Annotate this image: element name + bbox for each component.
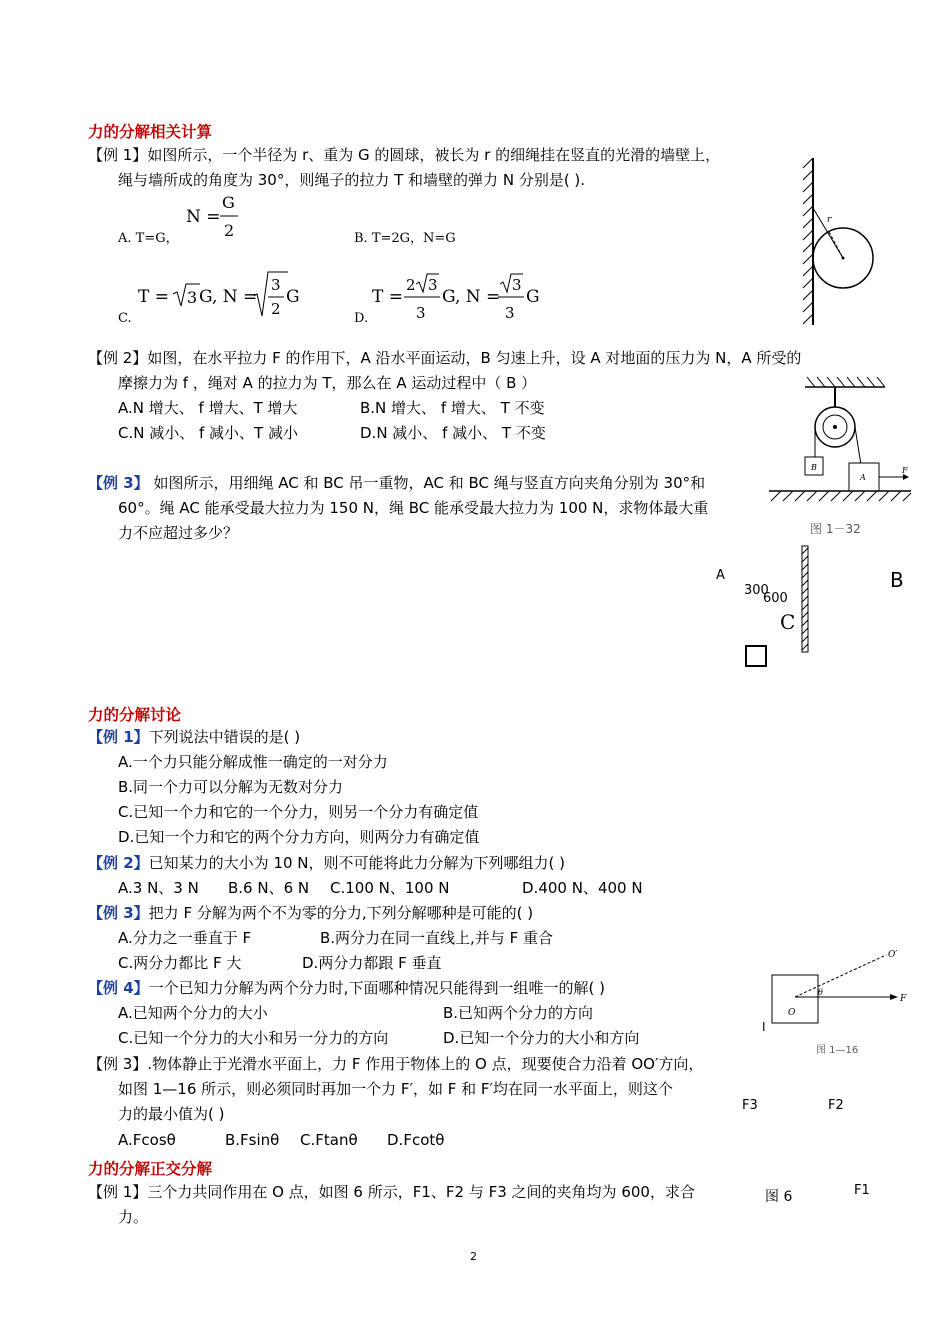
fig-ac-angle-300: 300 xyxy=(744,583,769,598)
s2-ex4-optD: D.已知一个分力的大小和方向 xyxy=(443,1029,640,1047)
svg-text:2: 2 xyxy=(406,276,416,294)
pulley-caption: 图 1－32 xyxy=(810,522,861,536)
s2-ex3-optB: B.两分力在同一直线上,并与 F 重合 xyxy=(320,929,553,947)
svg-text:3: 3 xyxy=(271,276,281,294)
svg-text:G: G xyxy=(526,287,540,307)
s2-ex3-line xyxy=(88,903,533,923)
section-title-calc: 力的分解相关计算 xyxy=(88,123,213,141)
ex2-line2: 摩擦力为 f ，绳对 A 的拉力为 T，那么在 A 运动过程中（ B ） xyxy=(118,374,537,392)
pulley-label-B: B xyxy=(811,463,817,472)
s2-ex3-optD: D.两分力都跟 F 垂直 xyxy=(302,954,442,972)
s2-ex3-optC: C.两分力都比 F 大 xyxy=(118,954,242,972)
svg-text:r: r xyxy=(827,215,832,225)
fig6-F2: F2 xyxy=(828,1098,844,1113)
ex3-label: 【例 3】 xyxy=(88,474,149,492)
s2-ex5-line3: 力的最小值为( ) xyxy=(118,1105,225,1123)
s2-ex5-optB: B.Fsinθ xyxy=(225,1131,280,1149)
ex1-optA: A. T=G， xyxy=(118,231,179,246)
ex3-line3: 力不应超过多少？ xyxy=(118,524,239,542)
s3-ex1-text1: 三个力共同作用在 O 点，如图 6 所示，F1、F2 与 F3 之间的夹角均为 600，求合 xyxy=(147,1183,695,1201)
ex1-line1 xyxy=(88,145,720,165)
svg-text:G, N =: G, N = xyxy=(199,287,258,307)
ex1-optB: B. T=2G，N=G xyxy=(354,231,456,246)
s2-ex2-optB: B.6 N、6 N xyxy=(228,879,310,897)
s2-ex1-optC: C.已知一个力和它的一个分力，则另一个分力有确定值 xyxy=(118,803,479,821)
s2-ex4-optA: A.已知两个分力的大小 xyxy=(118,1004,268,1022)
svg-text:3: 3 xyxy=(416,304,426,322)
fig116-caption: 图 1—16 xyxy=(816,1045,859,1056)
s2-ex4-label: 【例 4】 xyxy=(88,979,149,997)
svg-text:3: 3 xyxy=(187,288,198,307)
svg-text:G: G xyxy=(222,193,235,212)
s2-ex5-line1 xyxy=(88,1054,703,1074)
fig116-I: I xyxy=(762,1020,766,1034)
ex2-text1: 如图，在水平拉力 F 的作用下，A 沿水平面运动，B 匀速上升，设 A 对地面的压力为 N，A 所受的 xyxy=(147,349,802,367)
s2-ex5-optA: A.Fcosθ xyxy=(118,1131,176,1149)
s3-ex1-label: 【例 1】 xyxy=(88,1183,148,1201)
s2-ex4-line xyxy=(88,978,605,998)
s2-ex2-label: 【例 2】 xyxy=(88,854,149,872)
s2-ex2-text: 已知某力的大小为 10 N，则不可能将此力分解为下列哪组力( ) xyxy=(148,854,565,872)
pulley-figure xyxy=(765,375,915,545)
s2-ex1-text: 下列说法中错误的是( ) xyxy=(148,728,301,746)
s2-ex4-optC: C.已知一个分力的大小和另一分力的方向 xyxy=(118,1029,389,1047)
fig116-O: O xyxy=(788,1008,796,1018)
formula-optC xyxy=(136,270,306,326)
figure-1-16 xyxy=(760,945,920,1060)
ex3-text1: 如图所示，用细绳 AC 和 BC 吊一重物，AC 和 BC 绳与竖直方向夹角分别为 30°和 xyxy=(148,474,706,492)
s2-ex5-optC: C.Ftanθ xyxy=(300,1131,358,1149)
svg-text:T =: T = xyxy=(138,287,169,307)
s2-ex2-optD: D.400 N、400 N xyxy=(522,879,643,897)
s2-ex5-line2: 如图 1—16 所示，则必须同时再加一个力 F′，如 F 和 F′均在同一水平面上，则这个 xyxy=(118,1080,673,1098)
s2-ex1-optA: A.一个力只能分解成惟一确定的一对分力 xyxy=(118,753,388,771)
s2-ex1-optB: B.同一个力可以分解为无数对分力 xyxy=(118,778,344,796)
svg-text:2: 2 xyxy=(224,221,235,240)
ex2-optA: A.N 增大、 f 增大、T 增大 xyxy=(118,399,298,417)
section-title-discussion: 力的分解讨论 xyxy=(88,706,182,724)
formula-N-text: N = xyxy=(186,207,221,227)
s2-ex1-line xyxy=(88,727,300,747)
s2-ex4-text: 一个已知力分解为两个分力时,下面哪种情况只能得到一组唯一的解( ) xyxy=(148,979,605,997)
ex2-label: 【例 2】 xyxy=(88,349,148,367)
ex2-optD: D.N 减小、 f 减小、 T 不变 xyxy=(360,424,546,442)
fig-ac-drawing xyxy=(740,540,820,672)
s2-ex2-optC: C.100 N、100 N xyxy=(330,879,450,897)
ex1-line2: 绳与墙所成的角度为 30°，则绳子的拉力 T 和墙壁的弹力 N 分别是( ). xyxy=(118,171,586,189)
svg-text:G: G xyxy=(286,287,300,307)
s3-ex1-line1 xyxy=(88,1182,695,1202)
ex1-label: 【例 1】 xyxy=(88,146,148,164)
s2-ex2-optA: A.3 N、3 N xyxy=(118,879,199,897)
wall-ball-figure xyxy=(795,150,885,330)
fig6-caption: 图 6 xyxy=(765,1189,793,1205)
s2-ex2-line xyxy=(88,853,565,873)
svg-text:3: 3 xyxy=(428,276,438,294)
s2-ex5-optD: D.Fcotθ xyxy=(387,1131,445,1149)
ex1-optC-label: C. xyxy=(118,311,132,326)
fig6-F3: F3 xyxy=(742,1098,758,1113)
fig-ac-angle-600: 600 xyxy=(763,591,788,606)
fig-ac-label-C: C xyxy=(780,610,796,634)
fig-ac-label-A: A xyxy=(716,568,725,583)
ex2-optB: B.N 增大、 f 增大、 T 不变 xyxy=(360,399,545,417)
svg-text:T =: T = xyxy=(372,287,403,307)
s2-ex5-text1: .物体静止于光滑水平面上，力 F 作用于物体上的 O 点，现要使合力沿着 OO′方向， xyxy=(147,1055,704,1073)
s2-ex3-text: 把力 F 分解为两个不为零的分力,下列分解哪种是可能的( ) xyxy=(148,904,534,922)
fig116-Oprime: O′ xyxy=(888,950,898,960)
svg-text:G, N =: G, N = xyxy=(442,287,501,307)
formula-optD xyxy=(370,270,550,326)
ex3-line1 xyxy=(88,473,705,493)
s2-ex3-optA: A.分力之一垂直于 F xyxy=(118,929,252,947)
s3-ex1-line2: 力。 xyxy=(118,1208,149,1226)
ex3-line2: 60°。绳 AC 能承受最大拉力为 150 N，绳 BC 能承受最大拉力为 100 N，求物体最大重 xyxy=(118,499,709,517)
ex2-line1 xyxy=(88,348,801,368)
svg-text:3: 3 xyxy=(512,276,522,294)
ex2-optC: C.N 减小、 f 减小、T 减小 xyxy=(118,424,298,442)
fig-ac-label-B: B xyxy=(890,568,904,592)
ex1-optD-label: D. xyxy=(354,311,369,326)
formula-N-G-over-2 xyxy=(180,190,250,246)
ex1-text1: 如图所示，一个半径为 r、重为 G 的圆球，被长为 r 的细绳挂在竖直的光滑的墙壁上， xyxy=(147,146,721,164)
svg-text:2: 2 xyxy=(271,300,281,318)
s2-ex1-optD: D.已知一个力和它的两个分力方向，则两分力有确定值 xyxy=(118,828,480,846)
section-title-orthogonal: 力的分解正交分解 xyxy=(88,1160,213,1178)
pulley-label-A: A xyxy=(860,473,866,482)
s2-ex5-label: 【例 3】 xyxy=(88,1055,148,1073)
s2-ex4-optB: B.已知两个分力的方向 xyxy=(443,1004,594,1022)
fig116-F: F xyxy=(900,994,907,1004)
fig6-F1: F1 xyxy=(854,1183,870,1198)
page-number: 2 xyxy=(470,1250,477,1263)
fig116-theta: θ xyxy=(818,988,823,997)
s2-ex3-label: 【例 3】 xyxy=(88,904,149,922)
s2-ex1-label: 【例 1】 xyxy=(88,728,149,746)
pulley-label-F: F xyxy=(902,466,908,475)
svg-text:3: 3 xyxy=(505,304,515,322)
